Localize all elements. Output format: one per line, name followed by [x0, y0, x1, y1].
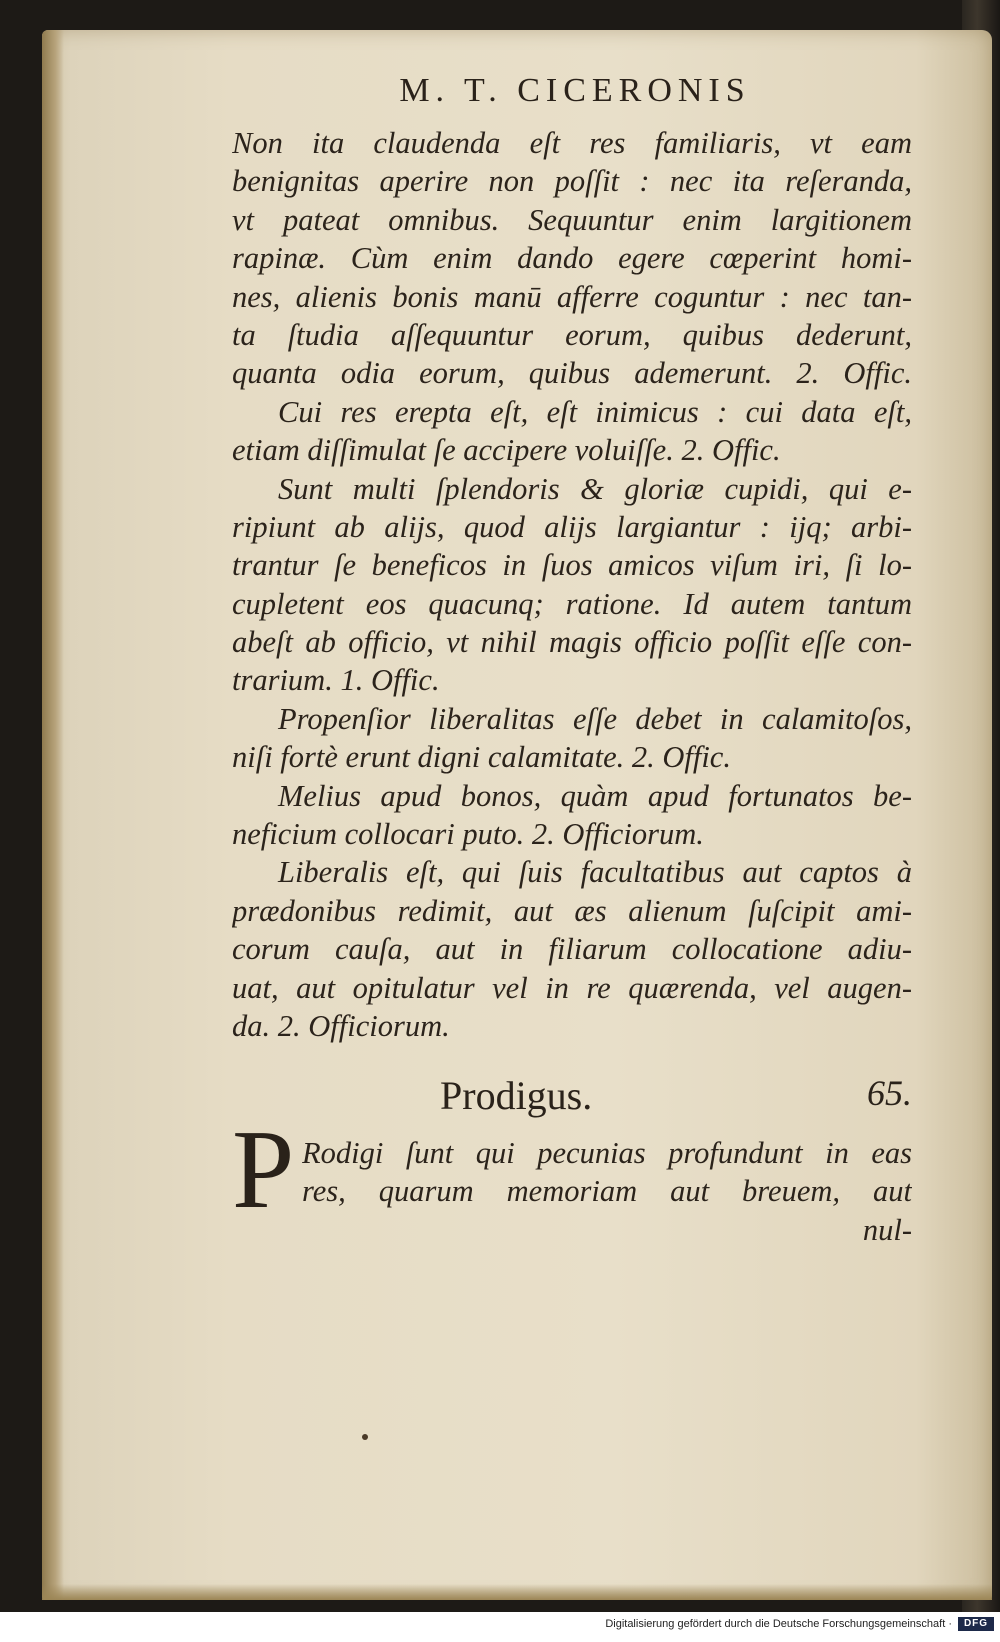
catchword: nul- — [862, 1212, 912, 1247]
text-line: cupletent eos quacunq; ratione. Id autem tantum — [232, 586, 912, 621]
text-line: niſi fortè erunt digni calamitate. 2. Offic. — [232, 740, 731, 775]
page-edge — [42, 30, 64, 1600]
text-line: ripiunt ab alijs, quod alijs largiantur : ijq; arbi- — [232, 509, 912, 544]
page-edge-bottom — [42, 1584, 992, 1600]
text-line: Cui res erepta eſt, eſt inimicus : cui data eſt, — [278, 394, 912, 429]
text-line: da. 2. Officiorum. — [232, 1008, 450, 1043]
text-line: trarium. 1. Offic. — [232, 663, 440, 698]
section-heading — [232, 1072, 912, 1122]
running-head: M. T. CICERONIS — [399, 72, 751, 109]
text-line: Melius apud bonos, quàm apud fortunatos be- — [278, 778, 912, 813]
funding-credit: Digitalisierung gefördert durch die Deutsche Forschungsgemeinschaft · — [605, 1618, 952, 1630]
text-line: abeſt ab officio, vt nihil magis officio poſſit eſſe con- — [232, 625, 912, 660]
ink-spot — [362, 1434, 368, 1440]
text-line: Rodigi ſunt qui pecunias profundunt in eas — [302, 1136, 912, 1170]
text-line: Sunt multi ſplendoris & gloriæ cupidi, qui e- — [278, 471, 912, 506]
text-line: benignitas aperire non poſſit : nec ita reſeranda, — [232, 164, 912, 199]
text-line: nes, alienis bonis manū afferre coguntur : nec tan- — [232, 279, 912, 314]
text-line: Liberalis eſt, qui ſuis facultatibus aut captos à — [278, 855, 912, 890]
text-line: uat, aut opitulatur vel in re quærenda, vel augen- — [232, 970, 912, 1005]
text-line: vt pateat omnibus. Sequuntur enim largitionem — [232, 202, 912, 237]
section-title: Prodigus. — [440, 1073, 593, 1118]
text-line: trantur ſe beneficos in ſuos amicos viſum iri, ſi lo- — [232, 548, 912, 583]
drop-cap: P — [232, 1108, 295, 1232]
text-line: neficium collocari puto. 2. Officiorum. — [232, 817, 704, 852]
text-line: etiam diſſimulat ſe accipere voluiſſe. 2. Offic. — [232, 433, 781, 468]
text-line: Non ita claudenda eſt res familiaris, vt eam — [232, 126, 912, 160]
text-line: corum cauſa, aut in filiarum collocatione adiu- — [232, 932, 912, 967]
body-text — [232, 124, 912, 1045]
text-line: Propenſior liberalitas eſſe debet in calamitoſos, — [278, 701, 912, 736]
text-line: prædonibus redimit, aut æs alienum ſuſcipit ami- — [232, 893, 912, 928]
text-line: ta ſtudia aſſequuntur eorum, quibus dederunt, — [232, 317, 912, 352]
section-number: 65. — [867, 1073, 912, 1113]
text-line: rapinæ. Cùm enim dando egere cœperint homi- — [232, 241, 912, 276]
text-line: res, quarum memoriam aut breuem, aut — [302, 1174, 912, 1209]
dfg-logo: DFG — [958, 1617, 994, 1631]
section-text — [302, 1134, 912, 1249]
text-line: quanta odia eorum, quibus ademerunt. 2. Offic. — [232, 356, 912, 391]
